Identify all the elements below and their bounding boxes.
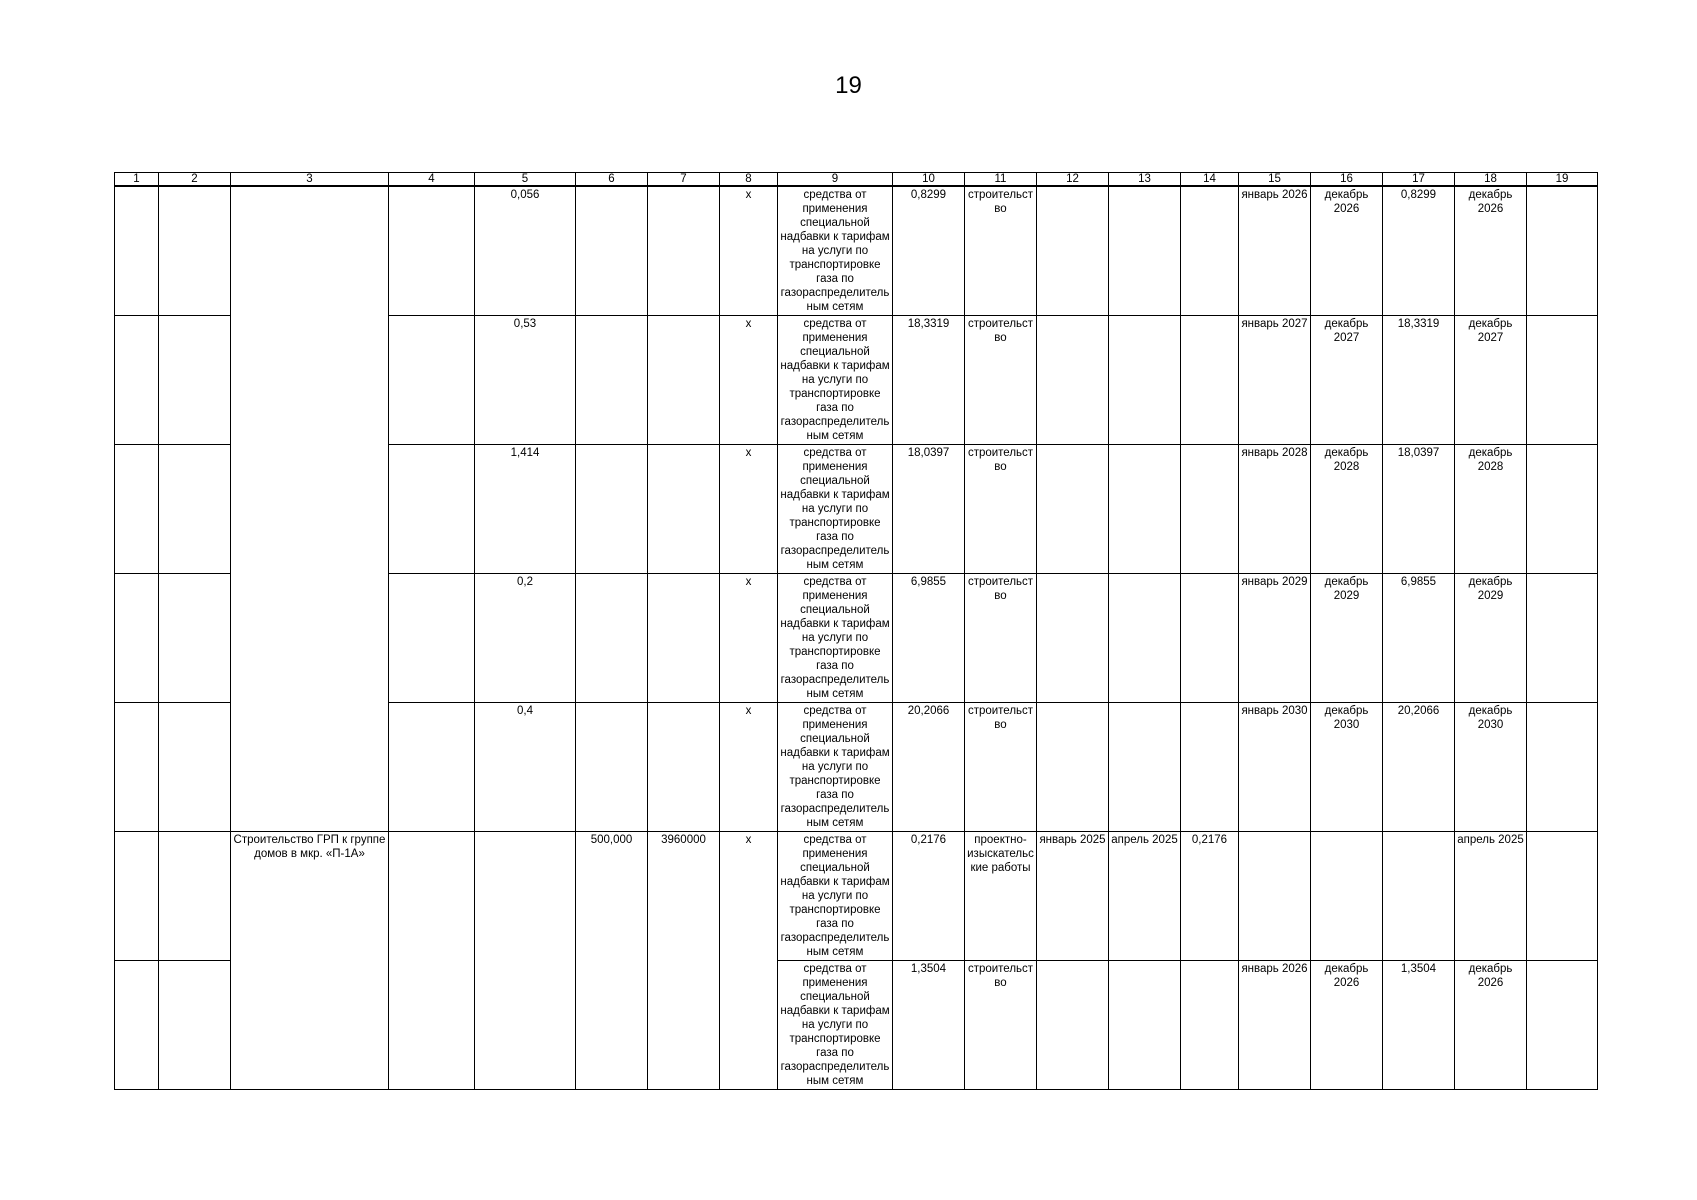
cell-18: декабрь 2029 [1455, 574, 1527, 703]
cell-6: 500,000 [576, 832, 648, 1090]
cell-12: январь 2025 [1037, 832, 1109, 961]
cell-14 [1181, 445, 1239, 574]
cell-18: декабрь 2026 [1455, 186, 1527, 316]
cell-13: апрель 2025 [1109, 832, 1181, 961]
header-cell: 16 [1311, 173, 1383, 187]
cell-16: декабрь 2026 [1311, 186, 1383, 316]
cell-8: х [720, 445, 778, 574]
cell-15: январь 2027 [1239, 316, 1311, 445]
cell-object-name: Строительство ГРП к группе домов в мкр. «П-1А» [231, 832, 389, 1090]
cell-15: январь 2028 [1239, 445, 1311, 574]
cell-4 [389, 186, 475, 316]
cell-10: 18,3319 [893, 316, 965, 445]
cell-4 [389, 703, 475, 832]
header-cell: 8 [720, 173, 778, 187]
cell-work-type: строительство [965, 961, 1037, 1090]
cell-work-type: строительство [965, 574, 1037, 703]
cell-17: 1,3504 [1383, 961, 1455, 1090]
cell-18: декабрь 2027 [1455, 316, 1527, 445]
cell-funding-source: средства от применения специальной надбавки к тарифам на услуги по транспортировке газа по газораспределительным сетям [778, 316, 893, 445]
cell-code [159, 316, 231, 445]
cell-19 [1527, 316, 1598, 445]
cell-10: 18,0397 [893, 445, 965, 574]
cell-index [115, 832, 159, 961]
cell-4 [389, 574, 475, 703]
cell-10: 0,2176 [893, 832, 965, 961]
cell-index [115, 574, 159, 703]
cell-funding-source: средства от применения специальной надбавки к тарифам на услуги по транспортировке газа по газораспределительным сетям [778, 445, 893, 574]
cell-19 [1527, 445, 1598, 574]
cell-length: 0,2 [475, 574, 576, 703]
cell-13 [1109, 186, 1181, 316]
cell-18: декабрь 2026 [1455, 961, 1527, 1090]
cell-work-type: строительство [965, 445, 1037, 574]
cell-19 [1527, 574, 1598, 703]
header-cell: 11 [965, 173, 1037, 187]
cell-funding-source: средства от применения специальной надбавки к тарифам на услуги по транспортировке газа по газораспределительным сетям [778, 574, 893, 703]
cell-12 [1037, 186, 1109, 316]
cell-12 [1037, 961, 1109, 1090]
cell-8: х [720, 832, 778, 1090]
cell-6 [576, 445, 648, 574]
header-cell: 17 [1383, 173, 1455, 187]
cell-length: 0,53 [475, 316, 576, 445]
cell-19 [1527, 961, 1598, 1090]
cell-12 [1037, 316, 1109, 445]
cell-work-type: строительство [965, 186, 1037, 316]
cell-18: декабрь 2030 [1455, 703, 1527, 832]
cell-13 [1109, 316, 1181, 445]
header-cell: 6 [576, 173, 648, 187]
cell-18: апрель 2025 [1455, 832, 1527, 961]
cell-6 [576, 703, 648, 832]
investment-table [114, 172, 1598, 1090]
cell-length: 1,414 [475, 445, 576, 574]
cell-15: январь 2029 [1239, 574, 1311, 703]
header-cell: 19 [1527, 173, 1598, 187]
cell-work-type: проектно-изыскательские работы [965, 832, 1037, 961]
cell-17: 18,0397 [1383, 445, 1455, 574]
cell-19 [1527, 832, 1598, 961]
cell-15 [1239, 832, 1311, 961]
cell-6 [576, 186, 648, 316]
cell-16: декабрь 2027 [1311, 316, 1383, 445]
cell-length: 0,4 [475, 703, 576, 832]
cell-10: 1,3504 [893, 961, 965, 1090]
cell-7 [648, 316, 720, 445]
cell-6 [576, 574, 648, 703]
cell-16: декабрь 2030 [1311, 703, 1383, 832]
cell-code [159, 832, 231, 961]
cell-10: 6,9855 [893, 574, 965, 703]
cell-4 [389, 445, 475, 574]
cell-work-type: строительство [965, 316, 1037, 445]
cell-12 [1037, 703, 1109, 832]
header-cell: 4 [389, 173, 475, 187]
cell-13 [1109, 445, 1181, 574]
cell-4 [389, 832, 475, 1090]
header-cell: 9 [778, 173, 893, 187]
cell-10: 0,8299 [893, 186, 965, 316]
cell-8: х [720, 316, 778, 445]
cell-14 [1181, 961, 1239, 1090]
cell-14 [1181, 186, 1239, 316]
header-cell: 13 [1109, 173, 1181, 187]
cell-12 [1037, 445, 1109, 574]
cell-funding-source: средства от применения специальной надбавки к тарифам на услуги по транспортировке газа по газораспределительным сетям [778, 186, 893, 316]
cell-7 [648, 445, 720, 574]
cell-code [159, 186, 231, 316]
cell-17: 18,3319 [1383, 316, 1455, 445]
cell-code [159, 574, 231, 703]
cell-13 [1109, 961, 1181, 1090]
cell-13 [1109, 703, 1181, 832]
cell-index [115, 961, 159, 1090]
cell-funding-source: средства от применения специальной надбавки к тарифам на услуги по транспортировке газа по газораспределительным сетям [778, 703, 893, 832]
cell-15: январь 2026 [1239, 186, 1311, 316]
header-cell: 1 [115, 173, 159, 187]
cell-8: х [720, 703, 778, 832]
header-cell: 14 [1181, 173, 1239, 187]
header-cell: 7 [648, 173, 720, 187]
header-cell: 18 [1455, 173, 1527, 187]
header-cell: 3 [231, 173, 389, 187]
cell-code [159, 961, 231, 1090]
cell-17: 0,8299 [1383, 186, 1455, 316]
header-cell: 5 [475, 173, 576, 187]
header-row [115, 173, 1598, 187]
cell-10: 20,2066 [893, 703, 965, 832]
page-number: 19 [835, 72, 862, 99]
cell-14 [1181, 316, 1239, 445]
cell-19 [1527, 186, 1598, 316]
cell-15: январь 2026 [1239, 961, 1311, 1090]
cell-14 [1181, 574, 1239, 703]
cell-16: декабрь 2028 [1311, 445, 1383, 574]
cell-funding-source: средства от применения специальной надбавки к тарифам на услуги по транспортировке газа по газораспределительным сетям [778, 961, 893, 1090]
cell-16 [1311, 832, 1383, 961]
cell-code [159, 703, 231, 832]
header-cell: 10 [893, 173, 965, 187]
cell-6 [576, 316, 648, 445]
cell-4 [389, 316, 475, 445]
cell-length: 0,056 [475, 186, 576, 316]
cell-8: х [720, 574, 778, 703]
cell-16: декабрь 2026 [1311, 961, 1383, 1090]
table-row [115, 832, 1598, 961]
cell-7: 3960000 [648, 832, 720, 1090]
cell-object-name [231, 186, 389, 832]
cell-8: х [720, 186, 778, 316]
cell-15: январь 2030 [1239, 703, 1311, 832]
cell-18: декабрь 2028 [1455, 445, 1527, 574]
cell-7 [648, 574, 720, 703]
cell-index [115, 445, 159, 574]
cell-7 [648, 186, 720, 316]
header-cell: 12 [1037, 173, 1109, 187]
header-cell: 2 [159, 173, 231, 187]
cell-index [115, 186, 159, 316]
cell-14: 0,2176 [1181, 832, 1239, 961]
cell-19 [1527, 703, 1598, 832]
cell-14 [1181, 703, 1239, 832]
cell-13 [1109, 574, 1181, 703]
cell-code [159, 445, 231, 574]
cell-length [475, 832, 576, 1090]
cell-funding-source: средства от применения специальной надбавки к тарифам на услуги по транспортировке газа по газораспределительным сетям [778, 832, 893, 961]
table-row [115, 186, 1598, 316]
cell-12 [1037, 574, 1109, 703]
header-cell: 15 [1239, 173, 1311, 187]
cell-17: 6,9855 [1383, 574, 1455, 703]
cell-work-type: строительство [965, 703, 1037, 832]
cell-16: декабрь 2029 [1311, 574, 1383, 703]
cell-index [115, 316, 159, 445]
cell-index [115, 703, 159, 832]
cell-17: 20,2066 [1383, 703, 1455, 832]
cell-17 [1383, 832, 1455, 961]
cell-7 [648, 703, 720, 832]
